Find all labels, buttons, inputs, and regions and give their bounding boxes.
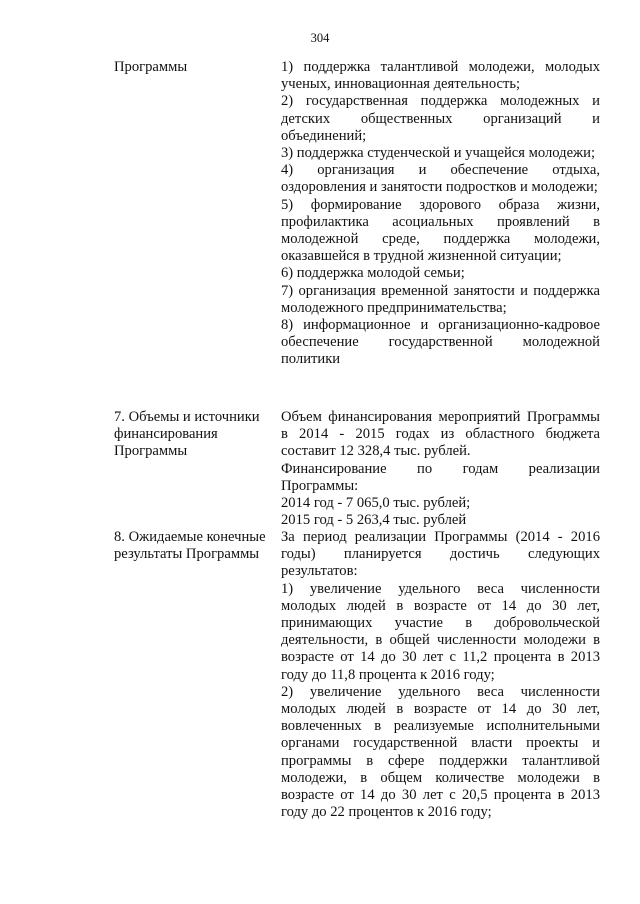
paragraph: Финансирование по годам реализации Программы: <box>281 460 600 494</box>
row-content <box>281 59 600 369</box>
row-label-line: результаты Программы <box>114 546 260 563</box>
paragraph: 2015 год - 5 263,4 тыс. рублей <box>281 512 467 529</box>
table-row-programs <box>114 59 600 409</box>
row-content <box>281 529 600 821</box>
list-item: 5) формирование здорового образа жизни, профилактика асоциальных проявлений в молодежной среде, поддержка молодежи, оказавшейся в трудной жизненной ситуации; <box>281 196 600 265</box>
list-item: 4) организация и обеспечение отдыха, оздоровления и занятости подростков и молодежи; <box>281 162 600 196</box>
row-label <box>114 529 276 563</box>
list-item: 8) информационное и организационно-кадровое обеспечение государственной молодежной политики <box>281 317 600 368</box>
table-row-results <box>114 529 600 829</box>
list-item: 7) организация временной занятости и поддержка молодежного предпринимательства; <box>281 282 600 316</box>
row-label <box>114 409 276 461</box>
list-item: 2) государственная поддержка молодежных и детских общественных организаций и объединений; <box>281 93 600 144</box>
page-number: 304 <box>310 31 330 45</box>
row-label-line: 8. Ожидаемые конечные <box>114 529 266 545</box>
row-label <box>114 59 276 76</box>
paragraph: Объем финансирования мероприятий Программы в 2014 - 2015 годах из областного бюджета составит 12 328,4 тыс. рублей. <box>281 409 600 460</box>
list-item: 3) поддержка студенческой и учащейся молодежи; <box>281 145 595 162</box>
paragraph: 2014 год - 7 065,0 тыс. рублей; <box>281 495 471 512</box>
paragraph: За период реализации Программы (2014 - 2016 годы) планируется достичь следующих результатов: <box>281 529 600 580</box>
row-label-line: Программы <box>114 59 188 75</box>
list-item: 1) увеличение удельного веса численности молодых людей в возрасте от 14 до 30 лет, принимающих участие в добровольческой деятельности, в общей численности молодежи в возрасте от 14 до 30 лет с 11,2 процента в 2013 году до 11,8 процента к 2016 году; <box>281 580 600 683</box>
list-item: 6) поддержка молодой семьи; <box>281 265 465 282</box>
row-content <box>281 409 600 529</box>
list-item: 1) поддержка талантливой молодежи, молодых ученых, инновационная деятельность; <box>281 59 600 93</box>
row-label-line: Программы <box>114 443 188 460</box>
table-row-financing <box>114 409 600 529</box>
row-label-line: финансирования <box>114 426 218 443</box>
list-item: 2) увеличение удельного веса численности молодых людей в возрасте от 14 до 30 лет, вовлеченных в реализуемые исполнительными органами государственной власти проекты и программы в сфере поддержки талантливой молодежи, в общем количестве молодежи в возрасте от 14 до 30 лет с 20,5 процента в 2013 году до 22 процентов к 2016 году; <box>281 683 600 821</box>
row-label-line: 7. Объемы и источники <box>114 409 260 425</box>
passport-table <box>114 59 600 829</box>
